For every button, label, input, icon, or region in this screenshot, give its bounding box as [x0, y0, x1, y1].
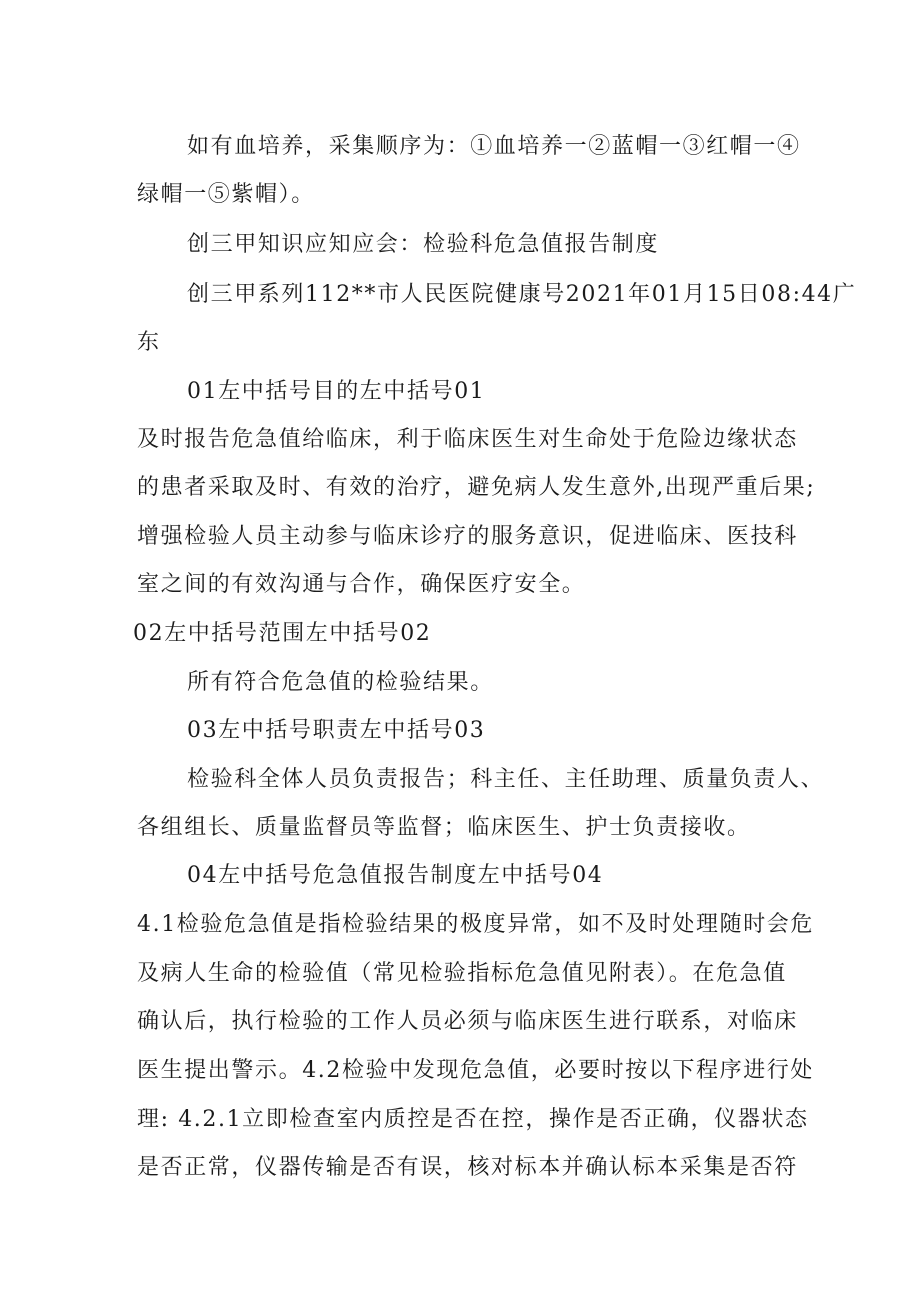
paragraph-line: 检验科全体人员负责报告；科主任、主任助理、质量负责人、 [187, 767, 825, 792]
article-meta: 创三甲系列112**市人民医院健康号2021年01月15日08:44广 [187, 282, 857, 307]
article-meta-continued: 东 [137, 330, 161, 355]
paragraph-line: 理: 4.2.1立即检查室内质控是否在控，操作是否正确，仪器状态 [137, 1107, 809, 1132]
paragraph-line: 医生提出警示。4.2检验中发现危急值，必要时按以下程序进行处 [137, 1058, 814, 1083]
section-heading-03: 03左中括号职责左中括号03 [187, 718, 486, 743]
paragraph-line: 绿帽一⑤紫帽）。 [137, 182, 315, 207]
paragraph-line: 是否正常，仪器传输是否有误，核对标本并确认标本采集是否符 [137, 1155, 798, 1180]
paragraph-line: 的患者采取及时、有效的治疗，避免病人发生意外,出现严重后果; [137, 475, 816, 500]
section-heading-02: 02左中括号范围左中括号02 [133, 621, 432, 646]
paragraph-line: 各组组长、质量监督员等监督；临床医生、护士负责接收。 [137, 815, 751, 840]
paragraph-line: 室之间的有效沟通与合作，确保医疗安全。 [137, 572, 586, 597]
paragraph-line: 如有血培养，采集顺序为：①血培养一②蓝帽一③红帽一④ [187, 134, 801, 159]
section-heading-04: 04左中括号危急值报告制度左中括号04 [187, 863, 604, 888]
paragraph-line: 增强检验人员主动参与临床诊疗的服务意识，促进临床、医技科 [137, 524, 798, 549]
paragraph-line: 及时报告危急值给临床，利于临床医生对生命处于危险边缘状态 [137, 427, 798, 452]
section-heading-01: 01左中括号目的左中括号01 [187, 379, 486, 404]
article-title: 创三甲知识应知应会：检验科危急值报告制度 [187, 232, 660, 257]
paragraph-line: 确认后，执行检验的工作人员必须与临床医生进行联系，对临床 [137, 1009, 798, 1034]
paragraph-line: 及病人生命的检验值（常见检验指标危急值见附表）。在危急值 [137, 961, 787, 986]
paragraph-line: 所有符合危急值的检验结果。 [187, 670, 494, 695]
paragraph-line: 4.1检验危急值是指检验结果的极度异常，如不及时处理随时会危 [137, 912, 814, 937]
